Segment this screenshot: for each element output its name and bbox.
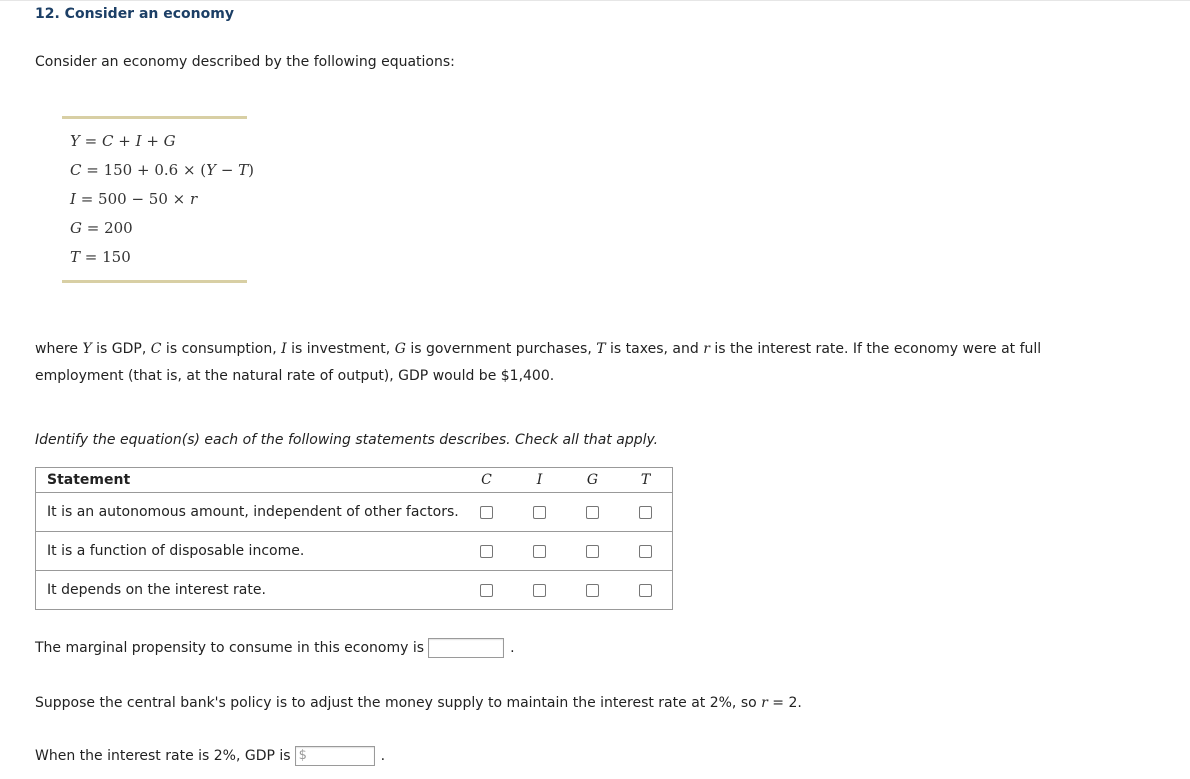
var-r: r — [703, 341, 710, 357]
statement-cell: It is a function of disposable income. — [36, 532, 461, 571]
gdp-question — [35, 746, 385, 766]
statement-table — [35, 467, 673, 610]
equation-operator: = — [80, 248, 103, 266]
checkbox-i[interactable] — [533, 506, 546, 519]
policy-text: Suppose the central bank's policy is to adjust the money supply to maintain the interest rate at 2%, so — [35, 695, 762, 711]
checkbox-i[interactable] — [533, 545, 546, 558]
mpc-question — [35, 638, 515, 658]
equation-box-bottom-rule — [62, 280, 247, 283]
equation-term: 200 — [104, 219, 133, 237]
equation-operator: = — [81, 161, 104, 179]
table-row — [36, 493, 673, 532]
header-statement: Statement — [36, 468, 461, 493]
equation-term: 150 — [102, 248, 131, 266]
policy-tail: = 2. — [767, 695, 802, 711]
var-c: C — [150, 341, 162, 357]
checkbox-c[interactable] — [480, 545, 493, 558]
gdp-label: When the interest rate is 2%, GDP is — [35, 748, 291, 764]
equation-operator: = — [75, 190, 99, 208]
instruction-text: Identify the equation(s) each of the following statements describes. Check all that apply. — [35, 432, 659, 448]
var-g: G — [394, 341, 406, 357]
equation-operator: = — [81, 219, 105, 237]
equation-investment — [70, 190, 197, 208]
question-intro: Consider an economy described by the following equations: — [35, 54, 455, 70]
table-row — [36, 532, 673, 571]
desc-text: is the interest rate. If the economy were at full employment (that is, at the natural rate of output), GDP would be $1,400. — [35, 341, 1042, 384]
equation-variable: Y — [206, 161, 217, 179]
header-t: T — [619, 468, 673, 493]
equation-consumption — [70, 161, 254, 179]
header-g: G — [566, 468, 619, 493]
equation-variable: C — [70, 161, 82, 179]
checkbox-i[interactable] — [533, 584, 546, 597]
checkbox-g[interactable] — [586, 545, 599, 558]
equation-variable: I — [135, 132, 142, 150]
table-row — [36, 571, 673, 610]
equation-term: + — [113, 132, 136, 150]
checkbox-c[interactable] — [480, 584, 493, 597]
desc-text: is government purchases, — [405, 341, 597, 357]
checkbox-g[interactable] — [586, 506, 599, 519]
equation-variable: C — [102, 132, 114, 150]
equation-variable: T — [238, 161, 249, 179]
equation-term: ) — [248, 161, 255, 179]
checkbox-t[interactable] — [639, 506, 652, 519]
dollar-prefix: $ — [298, 748, 307, 763]
equation-box — [62, 116, 255, 284]
equation-y — [70, 132, 176, 150]
equation-term: 500 − 50 × — [98, 190, 190, 208]
equation-term: − — [216, 161, 239, 179]
equation-variable: G — [70, 219, 82, 237]
desc-text: is consumption, — [161, 341, 282, 357]
question-title: 12. Consider an economy — [35, 6, 234, 22]
statement-cell: It is an autonomous amount, independent of other factors. — [36, 493, 461, 532]
header-c: C — [460, 468, 513, 493]
gdp-suffix: . — [380, 748, 386, 764]
equation-term: 150 + 0.6 × ( — [103, 161, 207, 179]
equation-box-top-rule — [62, 116, 247, 119]
economy-description — [35, 336, 1045, 390]
equation-variable: Y — [70, 132, 80, 150]
var-r: r — [761, 695, 768, 711]
equation-variable: I — [70, 190, 76, 208]
checkbox-t[interactable] — [639, 584, 652, 597]
desc-text: is investment, — [286, 341, 395, 357]
gdp-input[interactable] — [295, 746, 375, 766]
equation-taxes — [70, 248, 131, 266]
equation-variable: r — [189, 190, 198, 208]
header-i: I — [513, 468, 566, 493]
desc-text: is GDP, — [91, 341, 151, 357]
var-y: Y — [82, 341, 92, 357]
top-divider — [0, 0, 1190, 1]
checkbox-t[interactable] — [639, 545, 652, 558]
equation-term: + — [141, 132, 164, 150]
equation-operator: = — [79, 132, 103, 150]
desc-text: where — [35, 341, 83, 357]
equation-variable: G — [163, 132, 176, 150]
mpc-label: The marginal propensity to consume in this economy is — [35, 640, 425, 656]
var-t: T — [596, 341, 606, 357]
mpc-input[interactable] — [428, 638, 504, 658]
checkbox-g[interactable] — [586, 584, 599, 597]
desc-text: is taxes, and — [605, 341, 704, 357]
equation-government — [70, 219, 133, 237]
equation-variable: T — [70, 248, 81, 266]
mpc-suffix: . — [510, 640, 515, 656]
table-header-row — [36, 468, 673, 493]
statement-cell: It depends on the interest rate. — [36, 571, 461, 610]
policy-statement — [35, 695, 802, 711]
checkbox-c[interactable] — [480, 506, 493, 519]
var-i: I — [281, 341, 287, 357]
